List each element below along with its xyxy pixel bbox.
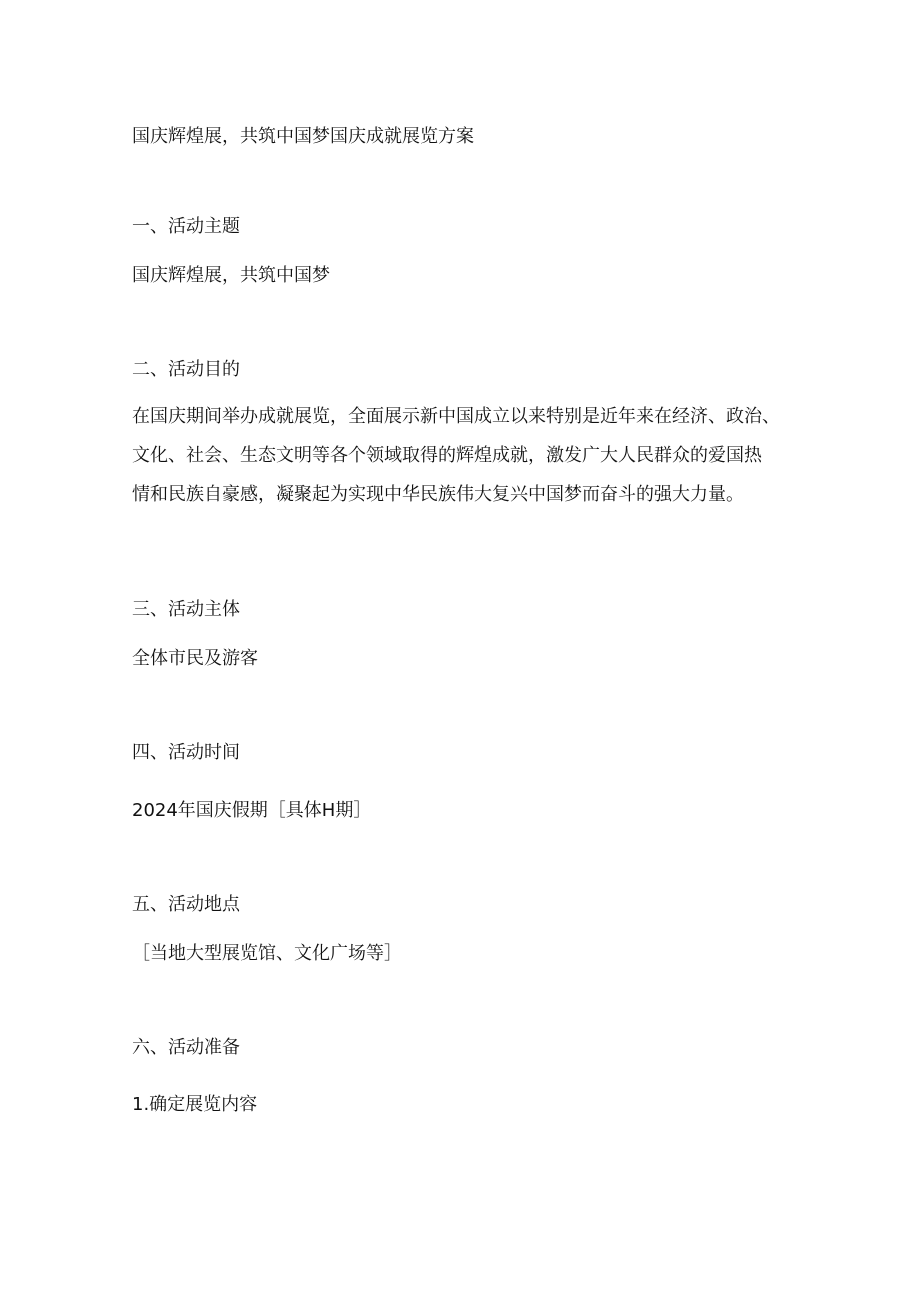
- section-heading-location: 五、活动地点: [132, 894, 240, 915]
- section-body-theme: 国庆辉煌展，共筑中国梦: [132, 265, 330, 286]
- section-body-purpose: [132, 397, 792, 514]
- section-body-preparation: 1.确定展览内容: [132, 1094, 258, 1115]
- section-heading-time: 四、活动时间: [132, 742, 240, 763]
- document-title: 国庆辉煌展，共筑中国梦国庆成就展览方案: [132, 126, 474, 147]
- section-body-participants: 全体市民及游客: [132, 648, 258, 669]
- section-body-time: 2024年国庆假期［具体H期］: [132, 800, 372, 821]
- paragraph-line: 文化、社会、生态文明等各个领域取得的辉煌成就，激发广大人民群众的爱国热: [132, 445, 762, 466]
- section-heading-theme: 一、活动主题: [132, 216, 240, 237]
- paragraph-line: 在国庆期间举办成就展览，全面展示新中国成立以来特别是近年来在经济、政治、: [132, 406, 780, 427]
- section-heading-participants: 三、活动主体: [132, 599, 240, 620]
- paragraph-line: 情和民族自豪感，凝聚起为实现中华民族伟大复兴中国梦而奋斗的强大力量。: [132, 484, 744, 505]
- section-heading-preparation: 六、活动准备: [132, 1037, 240, 1058]
- section-heading-purpose: 二、活动目的: [132, 359, 240, 380]
- section-body-location: ［当地大型展览馆、文化广场等］: [132, 943, 402, 964]
